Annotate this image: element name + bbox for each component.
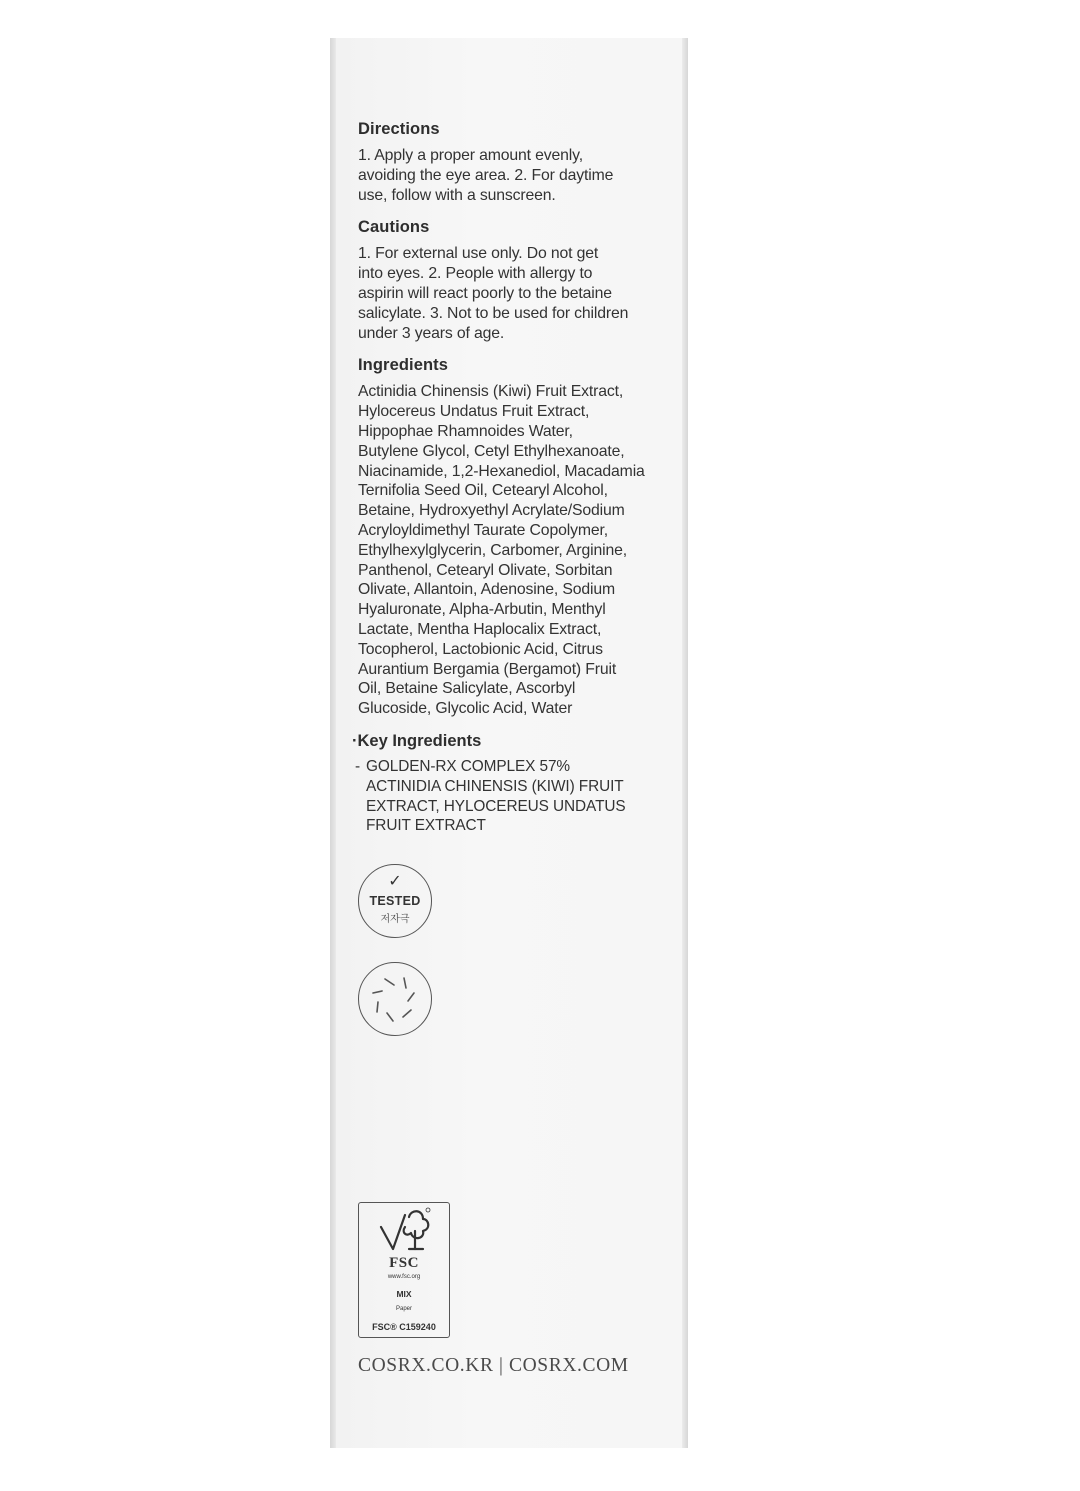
fsc-paper: Paper bbox=[395, 1306, 412, 1312]
directions-line: avoiding the eye area. 2. For daytime bbox=[358, 166, 614, 184]
ingredients-line: Ethylhexylglycerin, Carbomer, Arginine, bbox=[358, 541, 627, 559]
directions-line: 1. Apply a proper amount evenly, bbox=[358, 147, 583, 164]
website-footer: COSRX.CO.KR | COSRX.COM bbox=[358, 1355, 629, 1376]
key-ingredients-line: FRUIT EXTRACT bbox=[366, 817, 486, 835]
cautions-line: into eyes. 2. People with allergy to bbox=[358, 265, 593, 283]
ingredients-line: Glucoside, Glycolic Acid, Water bbox=[358, 700, 573, 718]
cautions-line: 1. For external use only. Do not get bbox=[358, 245, 599, 263]
ingredients-line: Panthenol, Cetearyl Olivate, Sorbitan bbox=[358, 561, 613, 579]
fsc-mix: MIX bbox=[396, 1289, 412, 1299]
cautions-text bbox=[358, 244, 668, 343]
ingredients-line: Acryloyldimethyl Taurate Copolymer, bbox=[358, 521, 608, 539]
ingredients-line: Actinidia Chinensis (Kiwi) Fruit Extract, bbox=[358, 383, 624, 401]
cautions-line: salicylate. 3. Not to be used for children bbox=[358, 304, 629, 322]
ingredients-line: Hylocereus Undatus Fruit Extract, bbox=[358, 403, 590, 421]
fsc-logo bbox=[358, 1202, 450, 1338]
cautions-line: under 3 years of age. bbox=[358, 324, 505, 342]
tested-label: TESTED bbox=[369, 894, 421, 908]
fsc-label: FSC bbox=[389, 1255, 419, 1271]
ingredients-line: Oil, Betaine Salicylate, Ascorbyl bbox=[358, 680, 576, 698]
directions-line: use, follow with a sunscreen. bbox=[358, 186, 556, 204]
ingredients-line: Aurantium Bergamia (Bergamot) Fruit bbox=[358, 660, 617, 678]
tested-sub-label: 저자극 bbox=[380, 914, 410, 925]
ingredients-line: Hyaluronate, Alpha-Arbutin, Menthyl bbox=[358, 601, 606, 619]
key-ingredients-text bbox=[355, 757, 668, 836]
box-right-edge bbox=[682, 38, 688, 1448]
recycle-badge bbox=[358, 962, 432, 1036]
ingredients-line: Butylene Glycol, Cetyl Ethylhexanoate, bbox=[358, 442, 625, 460]
fsc-code: FSC® C159240 bbox=[372, 1322, 436, 1332]
fsc-tree-icon bbox=[375, 1207, 433, 1255]
ingredients-line: Niacinamide, 1,2-Hexanediol, Macadamia bbox=[358, 462, 645, 480]
ingredients-line: Ternifolia Seed Oil, Cetearyl Alcohol, bbox=[358, 482, 608, 500]
ingredients-line: Tocopherol, Lactobionic Acid, Citrus bbox=[358, 640, 603, 658]
key-ingredients-heading: ·Key Ingredients bbox=[352, 731, 482, 750]
key-ingredients-line: ACTINIDIA CHINENSIS (KIWI) FRUIT bbox=[366, 777, 624, 795]
ingredients-line: Hippophae Rhamnoides Water, bbox=[358, 422, 573, 440]
cautions-heading: Cautions bbox=[358, 218, 430, 237]
key-ingredients-dash: - bbox=[355, 757, 361, 775]
product-box-panel bbox=[336, 38, 682, 1448]
checkmark-icon: ✓ bbox=[388, 873, 402, 890]
directions-text bbox=[358, 146, 668, 205]
cautions-line: aspirin will react poorly to the betaine bbox=[358, 284, 612, 302]
recycle-icon bbox=[359, 963, 430, 1034]
key-ingredients-line: EXTRACT, HYLOCEREUS UNDATUS bbox=[366, 797, 626, 815]
ingredients-line: Betaine, Hydroxyethyl Acrylate/Sodium bbox=[358, 502, 625, 520]
tested-badge bbox=[358, 864, 432, 938]
ingredients-line: Olivate, Allantoin, Adenosine, Sodium bbox=[358, 581, 616, 599]
label-text-column bbox=[352, 120, 668, 836]
fsc-url: www.fsc.org bbox=[387, 1274, 421, 1280]
ingredients-text bbox=[358, 382, 668, 719]
ingredients-heading: Ingredients bbox=[358, 356, 449, 375]
ingredients-line: Lactate, Mentha Haplocalix Extract, bbox=[358, 620, 602, 638]
key-ingredients-line: GOLDEN-RX COMPLEX 57% bbox=[366, 757, 571, 775]
directions-heading: Directions bbox=[358, 120, 440, 138]
